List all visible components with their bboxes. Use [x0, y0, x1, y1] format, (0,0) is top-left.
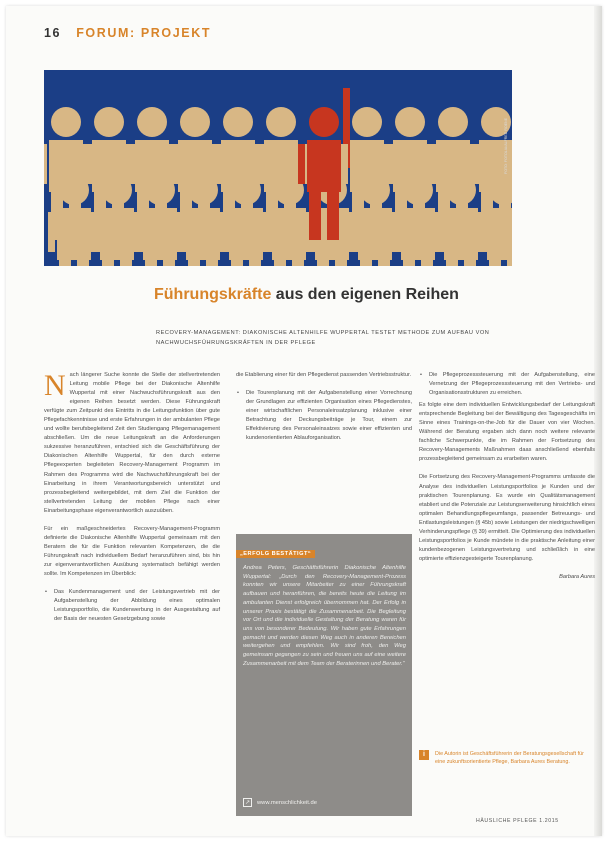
author-note-text: Die Autorin ist Geschäftsführerin der Beratungsgesellschaft für eine zukunftsorientierte Pflege, Barbara Aures Beratung.	[435, 751, 584, 765]
paragraph: Für ein maßgeschneidertes Recovery-Management-Programm definierte die Diakonische Altenhilfe Wuppertal gemeinsam mit den Beratern die für die Funktion relevanten Kompetenzen, die die Führungskraft nach individuellem Bedarf heranzuführen sind, bis hin zur eigenverantwortlichen Ausübung systematisch befähigt werden sollte. Im Kompetenzen im Überblick:	[44, 525, 220, 577]
text-column-3	[419, 371, 595, 582]
paragraph: Es folgte eine dem individuellen Entwicklungsbedarf der Leitungskraft entsprechende Begleitung bei der Bewältigung des Tagesgeschäfts im Sinne eines Trainings-on-the-Job für die Dauer von vier Wochen. Während der Beratung ergaben sich dann noch weitere relevante fachliche Schwerpunkte, die im Rahmen der Fortsetzung des Recovery-Managements Maßnahmen daas anschließend ebenfalls prozessbegleitend gemeinsam zu erarbeiten waren.	[419, 402, 595, 463]
list-item: • Die Tourenplanung mit der Aufgabenstellung einer Vorrechnung der Grundlagen zur effizienten Organisation eines Pflegedienstes, einer wirtschaftlichen Personaleinsatzplanung inklusive einer Betrachtung der Deckungsbeiträge je Tour, einem zur Effektivierung des Personaleinsatzes sowie einer effizienten und kundenorientierten Ablauforganisation.	[236, 389, 412, 443]
paragraph: die Etablierung einer für den Pflegedienst passenden Vertriebsstruktur.	[236, 372, 412, 378]
drop-cap: N	[44, 369, 66, 402]
list-item: • Das Kundenmanagement und der Leistungsvertrieb mit der Aufgabenstellung der Abbildung eines optimalen Leistungsportfolio, die Kundenwerbung in der Ausgestaltung auf der Basis der neuesten Gesetzgebung sowie	[44, 588, 220, 624]
page-number: 16	[44, 26, 62, 40]
bullet-list	[236, 389, 412, 443]
text-column-1	[44, 371, 220, 627]
quote-infobox	[236, 534, 412, 816]
title-rest: aus den eigenen Reihen	[271, 286, 459, 303]
hero-image	[44, 70, 512, 266]
people-figures-illustration	[44, 70, 512, 266]
author-note	[419, 750, 595, 766]
author-name: Barbara Aures	[559, 573, 595, 580]
page-spine	[594, 6, 602, 836]
infobox-body: Andrea Peters, Geschäftsführerin Diakonische Altenhilfe Wuppertal: „Durch den Recovery-Management-Prozess konnten wir unsere Mitarbeiter zu einer Führungskraft aufbauen und heranführen, die bereits heute die Leitung im ambulanten Dienst erfolgreich übernommen hat. Der Erfolg in unserer Praxis bestätigt die Zusammenarbeit. Die Begleitung vor Ort und die individuelle Gestaltung der Beratung waren für uns von besonderer Bedeutung. Wir haben gute Erfahrungen gemacht und werden diesen Weg auch in anderen Bereichen weitergehen und empfehlen. Wir sind froh, den Weg gemeinsam gegangen zu sein und freuen uns auf eine weitere Zusammenarbeit mit dem Team der Beraterinnen und Berater.“	[243, 565, 406, 667]
section-title: FORUM: PROJEKT	[76, 26, 212, 40]
info-icon: i	[419, 750, 429, 760]
title-highlight: Führungskräfte	[154, 286, 272, 303]
infobox-heading: „ERFOLG BESTÄTIGT“	[236, 550, 315, 558]
text-column-2	[236, 371, 412, 446]
photo-credit: FOTO: FOTOLIA/ALFRED ROENE	[504, 117, 508, 174]
paragraph: Die Fortsetzung des Recovery-Management-Programms umfasste die Analyse des individuellen Leistungsportfolios je Kunden und der praktischen Tourenplanung. Es wurde ein Qualitätsmanagement etabliert und die Potenziale zur Leistungserweiterung hinsichtlich eines optimalen Behandlungspflegeumfangs, passender Betreuungs- und Entlastungsleistungen (§ 45b) sowie Leistungen der niedrigschwelligen Verhinderungspflege (§ 39) ermittelt. Die Optimierung des individuellen Leistungsportfolios je Kunde mündete in die praktische Anleitung einer kundenbezogenen Leistungsvertretung und schließlich in eine optimierte effizienzgesteigerte Tourenplanung.	[419, 474, 595, 562]
page-header	[44, 26, 211, 40]
article-subtitle: RECOVERY-MANAGEMENT: DIAKONISCHE ALTENHILFE WUPPERTAL TESTET METHODE ZUM AUFBAU VON NACHWUCHSFÜHRUNGSKRÄFTEN IN DER PFLEGE	[156, 330, 490, 346]
infobox-link-row[interactable]	[243, 798, 317, 807]
paragraph	[44, 371, 220, 516]
list-item: • Die Pflegeprozesssteuerung mit der Aufgabenstellung, eine Vernetzung der Pflegeprozesssteuerung mit den Vertriebs- und Organisationsstrukturen zu erreichen.	[419, 371, 595, 398]
article-title	[154, 286, 534, 304]
page-footer: HÄUSLICHE PFLEGE 1.2015	[476, 818, 559, 824]
paragraph-text: ach längerer Suche konnte die Stelle der stellvertretenden Leitung mobile Pflege bei der Diakonische Altenhilfe Wuppertal mit einer Nachwuchsführungskraft aus den eigenen Reihen besetzt werden. Diese Führungskraft verfügte zum Zeitpunkt des Eintritts in die Leitungsfunktion über gute Pflegefachkenntnisse und erste Erfahrungen in der ambulanten Pflege und wollte berufsbegleitend Zeit den Studiengang Pflegemanagement abschließen. Um die neue Leitungskraft an die Anforderungen sukzessive heranzuführen, entschied sich die Geschäftsführung der Diakonischen Altenhilfe Wuppertal, für den durch externe Pflegeexperten begleiteten Recovery-Management Programm im Rahmen des Programms wird die Nachwuchsführungskraft bei der Einarbeitung in ihrem Verantwortungsbereich unterstützt und prozessbegleitend weitergebildet, mit dem Ziel die Funktion der stellvertretenden Leitung der mobilen Pflege nach einer Einarbeitungsphase eigenverantwortlich auszuüben.	[44, 372, 220, 514]
magazine-page	[6, 6, 602, 836]
external-link-icon: ↗	[244, 799, 251, 806]
bullet-list	[419, 371, 595, 398]
bullet-list	[44, 588, 220, 624]
infobox-link[interactable]: www.menschlichkeit.de	[257, 799, 317, 806]
